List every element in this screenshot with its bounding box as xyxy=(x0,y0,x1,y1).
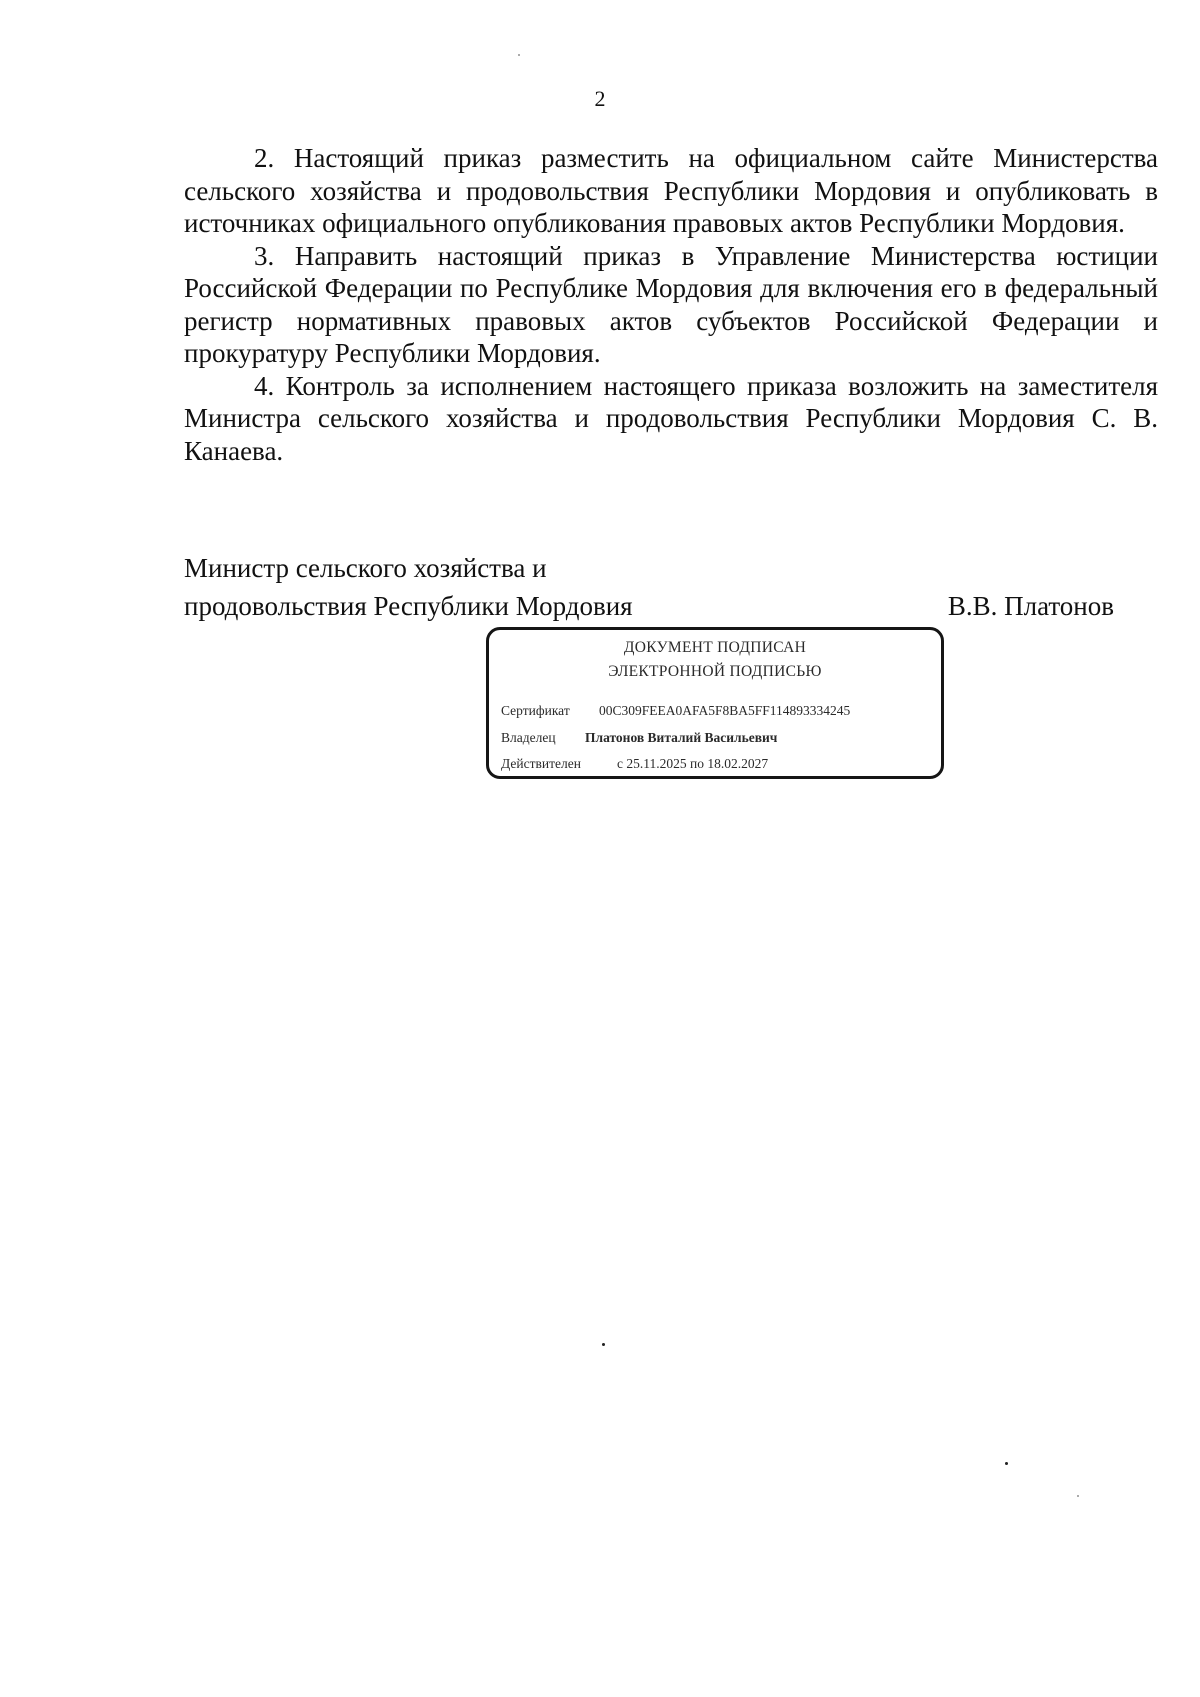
stamp-validity-row xyxy=(501,755,768,773)
stamp-header-line1: ДОКУМЕНТ ПОДПИСАН xyxy=(623,639,807,656)
stamp-owner-row xyxy=(501,729,777,747)
page-number: 2 xyxy=(594,86,606,111)
scan-speck xyxy=(1005,1462,1008,1465)
order-item-4: 4. Контроль за исполнением настоящего приказа возложить на заместителя Министра сельского хозяйства и продовольствия Республики Мордовия С. В. Канаева. xyxy=(184,370,1158,466)
signer-row xyxy=(184,587,1114,625)
stamp-certificate-value: 00C309FEEA0AFA5F8BA5FF114893334245 xyxy=(599,703,851,718)
stamp-validity-label: Действителен xyxy=(501,756,581,771)
stamp-owner-label: Владелец xyxy=(501,730,556,745)
electronic-signature-stamp xyxy=(486,627,944,779)
stamp-owner-value: Платонов Виталий Васильевич xyxy=(585,730,778,745)
signer-name: В.В. Платонов xyxy=(947,591,1114,621)
signature-block xyxy=(184,549,1114,625)
order-item-2: 2. Настоящий приказ разместить на официальном сайте Министерства сельского хозяйства и продовольствия Республики Мордовия и опубликовать в источниках официального опубликования правовых актов Республики Мордовия. xyxy=(184,143,1158,238)
signer-title-line1: Министр сельского хозяйства и xyxy=(184,553,547,583)
order-body xyxy=(184,142,1158,467)
stamp-header xyxy=(489,636,941,684)
scan-speck xyxy=(1077,1495,1079,1497)
stamp-header-line2: ЭЛЕКТРОННОЙ ПОДПИСЬЮ xyxy=(608,663,822,680)
stamp-certificate-row xyxy=(501,702,850,720)
stamp-certificate-label: Сертификат xyxy=(501,703,570,718)
order-item-3: 3. Направить настоящий приказ в Управление Министерства юстиции Российской Федерации по Республике Мордовия для включения его в федеральный регистр нормативных правовых актов субъектов Российской Федерации и прокуратуру Республики Мордовия. xyxy=(184,240,1158,368)
signer-title-line2: продовольствия Республики Мордовия xyxy=(184,591,633,621)
scan-speck xyxy=(518,54,520,56)
stamp-validity-value: с 25.11.2025 по 18.02.2027 xyxy=(617,756,769,771)
scan-speck xyxy=(602,1343,605,1346)
